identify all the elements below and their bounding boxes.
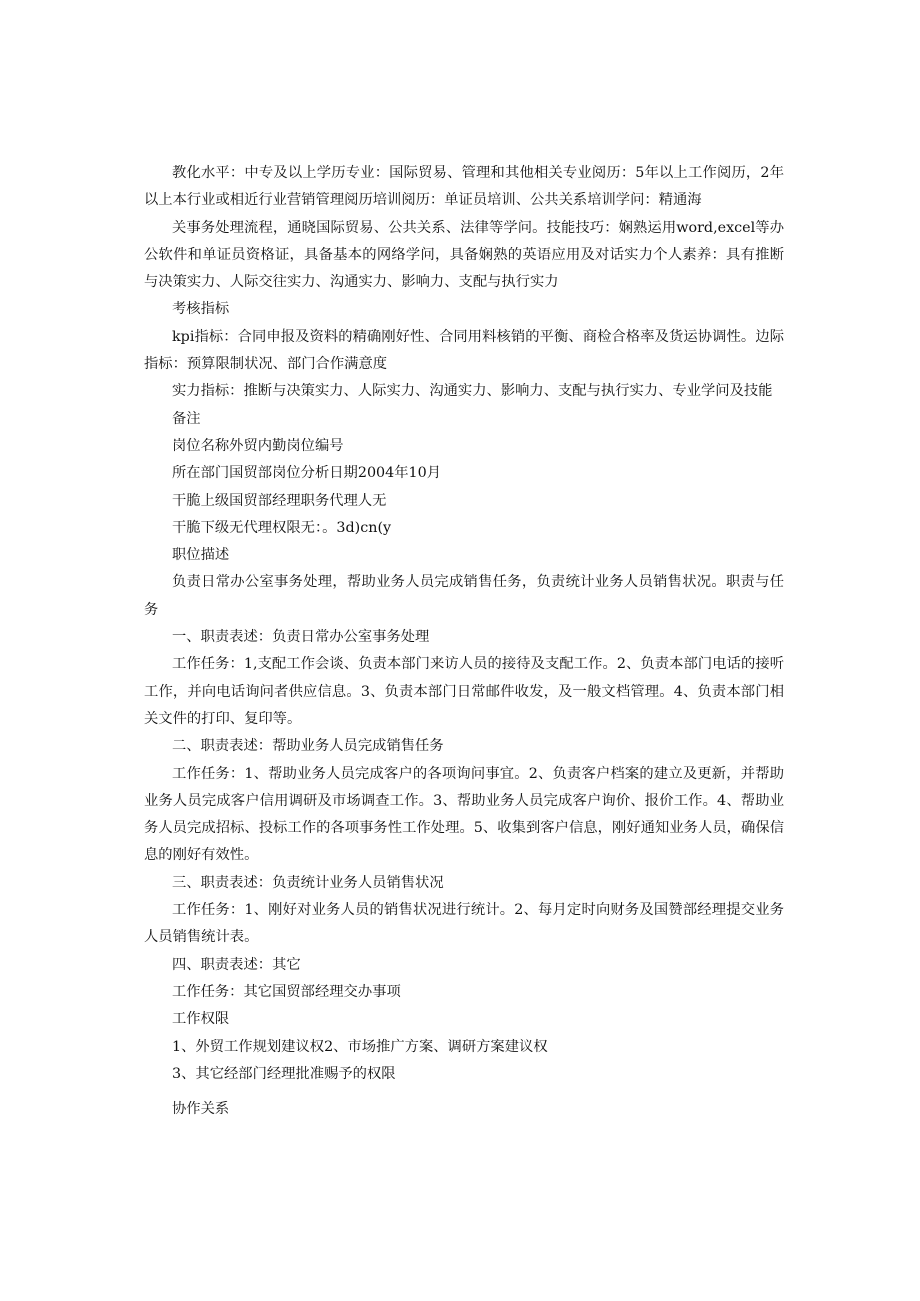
duty-1-heading: 一、职责表述：负责日常办公室事务处理 [172, 629, 430, 646]
direct-subordinate-line: 干脆下级无代理权限无：。3d)cn(y [172, 519, 392, 536]
cooperation-heading: 协作关系 [172, 1101, 230, 1118]
job-description-heading: 职位描述 [172, 547, 230, 564]
kpi-paragraph: kpi指标：合同申报及资料的精确刚好性、合同用料核销的平衡、商检合格率及货运协调性。边际指标：预算限制状况、部门合作满意度 [144, 328, 784, 373]
duty-4-tasks: 工作任务：其它国贸部经理交办事项 [172, 983, 401, 1000]
direct-superior-line: 干脆上级国贸部经理职务代理人无 [172, 492, 387, 509]
duty-4-heading: 四、职责表述：其它 [172, 956, 301, 973]
department-line: 所在部门国贸部岗位分析日期2004年10月 [172, 465, 442, 482]
skills-requirements-paragraph: 关事务处理流程，通晓国际贸易、公共关系、法律等学问。技能技巧：娴熟运用word,excel等办公软件和单证员资格证，具备基本的网络学问，具备娴熟的英语应用及对话实力个人素养：具有推断与决策实力、人际交往实力、沟通实力、影响力、支配与执行实力 [144, 219, 784, 291]
duty-2-tasks: 工作任务：1、帮助业务人员完成客户的各项询问事宜。2、负责客户档案的建立及更新，并帮助业务人员完成客户信用调研及市场调查工作。3、帮助业务人员完成客户询价、报价工作。4、帮助业务人员完成招标、投标工作的各项事务性工作处理。5、收集到客户信息，刚好通知业务人员，确保信息的刚好有效性。 [144, 765, 784, 864]
education-requirements-paragraph: 教化水平：中专及以上学历专业：国际贸易、管理和其他相关专业阅历：5年以上工作阅历，2年以上本行业或相近行业营销管理阅历培训阅历：单证员培训、公共关系培训学问：精通海 [144, 165, 784, 209]
authority-heading: 工作权限 [172, 1011, 230, 1028]
duty-2-heading: 二、职责表述：帮助业务人员完成销售任务 [172, 738, 444, 755]
authority-item-2: 3、其它经部门经理批准赐予的权限 [172, 1065, 396, 1082]
duty-3-tasks: 工作任务：1、刚好对业务人员的销售状况进行统计。2、每月定时向财务及国赞部经理提交业务人员销售统计表。 [144, 902, 784, 946]
document-body [144, 160, 784, 1123]
assessment-heading: 考核指标 [172, 301, 230, 318]
duty-3-heading: 三、职责表述：负责统计业务人员销售状况 [172, 874, 444, 891]
job-description-paragraph: 负责日常办公室事务处理，帮助业务人员完成销售任务，负责统计业务人员销售状况。职责与任务 [144, 574, 784, 618]
remarks-heading: 备注 [172, 410, 201, 427]
ability-indicators-paragraph: 实力指标：推断与决策实力、人际实力、沟通实力、影响力、支配与执行实力、专业学问及技能 [172, 383, 773, 400]
position-name-line: 岗位名称外贸内勤岗位编号 [172, 437, 344, 454]
duty-1-tasks: 工作任务：1,支配工作会谈、负责本部门来访人员的接待及支配工作。2、负责本部门电话的接听工作，并向电话询问者供应信息。3、负责本部门日常邮件收发，及一般文档管理。4、负责本部门相关文件的打印、复印等。 [144, 656, 784, 727]
authority-item-1: 1、外贸工作规划建议权2、市场推广方案、调研方案建议权 [172, 1038, 548, 1055]
